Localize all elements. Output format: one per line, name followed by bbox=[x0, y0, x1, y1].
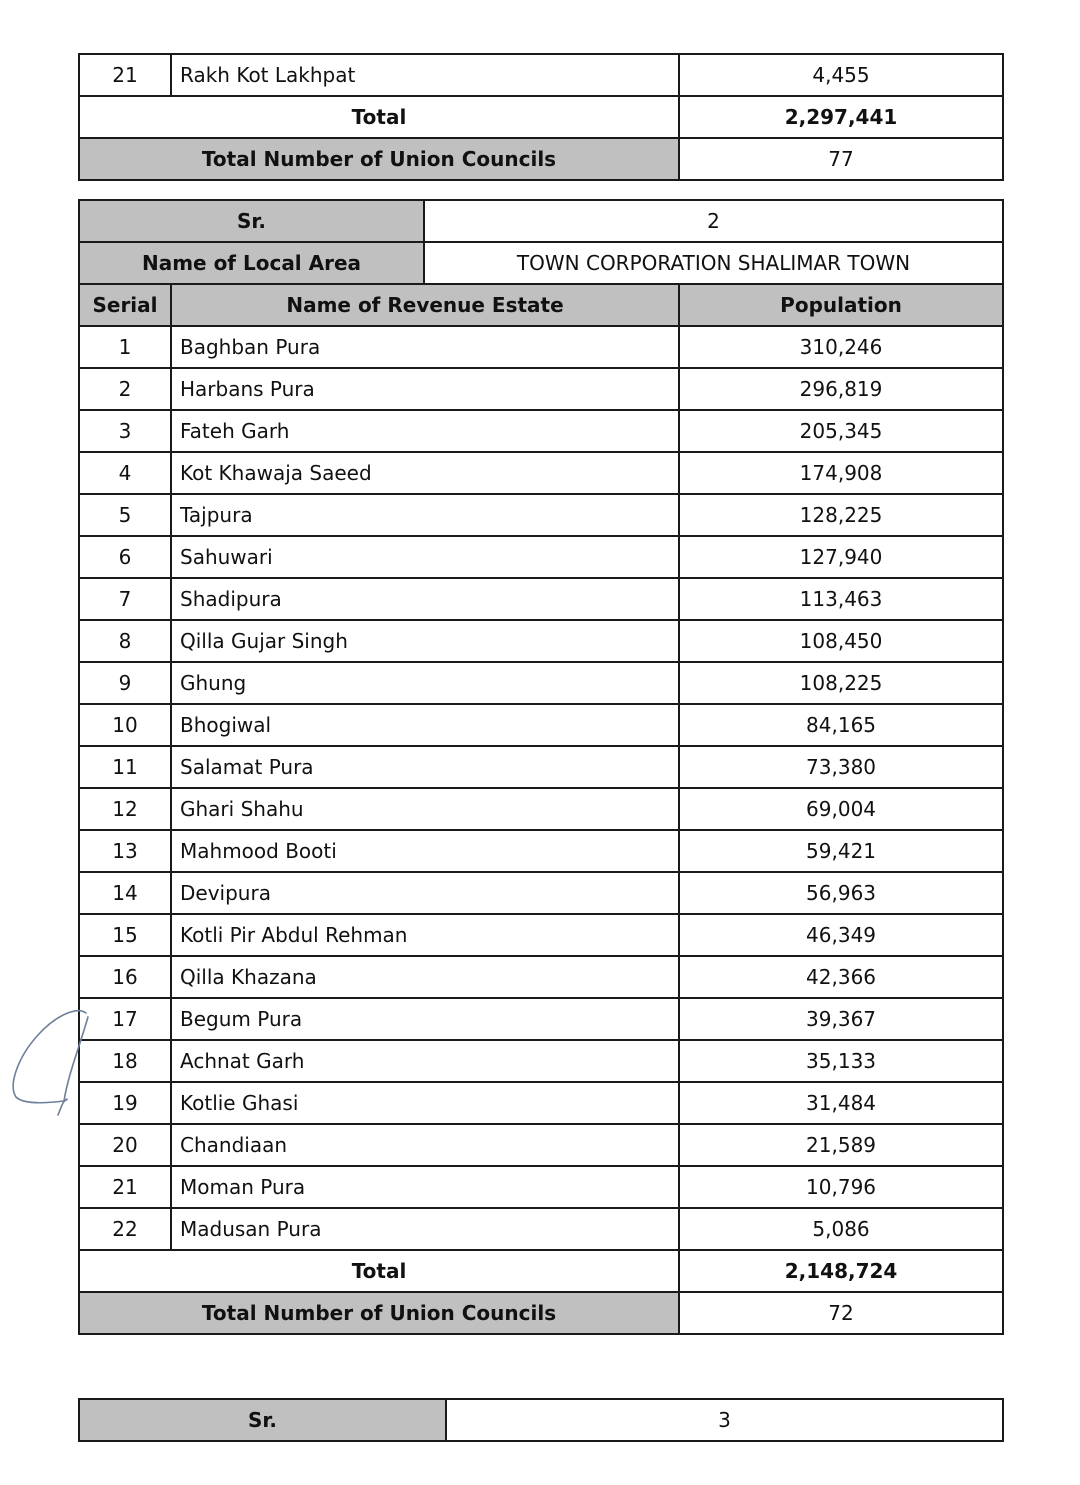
sr-label: Sr. bbox=[79, 200, 424, 242]
serial-cell: 1 bbox=[79, 326, 171, 368]
serial-cell: 21 bbox=[79, 54, 171, 96]
serial-cell: 19 bbox=[79, 1082, 171, 1124]
table-row bbox=[79, 452, 1003, 494]
table-row bbox=[79, 872, 1003, 914]
serial-cell: 7 bbox=[79, 578, 171, 620]
union-councils-value: 77 bbox=[679, 138, 1003, 180]
serial-cell: 13 bbox=[79, 830, 171, 872]
estate-name-cell: Salamat Pura bbox=[171, 746, 679, 788]
table-row bbox=[79, 536, 1003, 578]
table-row bbox=[79, 410, 1003, 452]
union-councils-row bbox=[79, 1292, 1003, 1334]
population-cell: 56,963 bbox=[679, 872, 1003, 914]
estate-name-cell: Kot Khawaja Saeed bbox=[171, 452, 679, 494]
table-row bbox=[79, 1166, 1003, 1208]
population-cell: 46,349 bbox=[679, 914, 1003, 956]
local-area-label: Name of Local Area bbox=[79, 242, 424, 284]
local-area-row bbox=[79, 242, 1003, 284]
serial-cell: 18 bbox=[79, 1040, 171, 1082]
sr-value: 3 bbox=[446, 1399, 1003, 1441]
estate-name-cell: Harbans Pura bbox=[171, 368, 679, 410]
table-row bbox=[79, 1040, 1003, 1082]
estate-name-cell: Kotlie Ghasi bbox=[171, 1082, 679, 1124]
population-cell: 4,455 bbox=[679, 54, 1003, 96]
population-cell: 42,366 bbox=[679, 956, 1003, 998]
estate-name-cell: Sahuwari bbox=[171, 536, 679, 578]
serial-cell: 8 bbox=[79, 620, 171, 662]
total-label: Total bbox=[79, 96, 679, 138]
header-row bbox=[79, 284, 1003, 326]
table-row bbox=[79, 830, 1003, 872]
population-cell: 21,589 bbox=[679, 1124, 1003, 1166]
population-cell: 69,004 bbox=[679, 788, 1003, 830]
estate-name-cell: Rakh Kot Lakhpat bbox=[171, 54, 679, 96]
serial-cell: 6 bbox=[79, 536, 171, 578]
table-row bbox=[79, 494, 1003, 536]
table-row bbox=[79, 746, 1003, 788]
total-row bbox=[79, 96, 1003, 138]
estate-name-cell: Ghari Shahu bbox=[171, 788, 679, 830]
total-value: 2,148,724 bbox=[679, 1250, 1003, 1292]
header-population: Population bbox=[679, 284, 1003, 326]
sr-row bbox=[79, 1399, 1003, 1441]
estate-name-cell: Ghung bbox=[171, 662, 679, 704]
serial-cell: 4 bbox=[79, 452, 171, 494]
population-cell: 310,246 bbox=[679, 326, 1003, 368]
serial-cell: 11 bbox=[79, 746, 171, 788]
serial-cell: 15 bbox=[79, 914, 171, 956]
serial-cell: 2 bbox=[79, 368, 171, 410]
table-row bbox=[79, 620, 1003, 662]
estate-name-cell: Begum Pura bbox=[171, 998, 679, 1040]
estate-name-cell: Kotli Pir Abdul Rehman bbox=[171, 914, 679, 956]
serial-cell: 9 bbox=[79, 662, 171, 704]
total-value: 2,297,441 bbox=[679, 96, 1003, 138]
population-cell: 39,367 bbox=[679, 998, 1003, 1040]
serial-cell: 17 bbox=[79, 998, 171, 1040]
sr-value: 2 bbox=[424, 200, 1003, 242]
previous-area-table-tail bbox=[78, 53, 1004, 181]
estate-name-cell: Achnat Garh bbox=[171, 1040, 679, 1082]
sr-row bbox=[79, 200, 1003, 242]
serial-cell: 21 bbox=[79, 1166, 171, 1208]
total-label: Total bbox=[79, 1250, 679, 1292]
handwritten-signature-mark bbox=[8, 1005, 98, 1120]
serial-cell: 10 bbox=[79, 704, 171, 746]
table-row bbox=[79, 998, 1003, 1040]
estate-name-cell: Baghban Pura bbox=[171, 326, 679, 368]
population-cell: 108,450 bbox=[679, 620, 1003, 662]
estate-name-cell: Shadipura bbox=[171, 578, 679, 620]
table-row bbox=[79, 368, 1003, 410]
estate-name-cell: Devipura bbox=[171, 872, 679, 914]
population-cell: 5,086 bbox=[679, 1208, 1003, 1250]
estate-name-cell: Qilla Khazana bbox=[171, 956, 679, 998]
next-area-table-head bbox=[78, 1398, 1004, 1442]
serial-cell: 20 bbox=[79, 1124, 171, 1166]
serial-cell: 5 bbox=[79, 494, 171, 536]
local-area-value: TOWN CORPORATION SHALIMAR TOWN bbox=[424, 242, 1003, 284]
serial-cell: 14 bbox=[79, 872, 171, 914]
population-cell: 10,796 bbox=[679, 1166, 1003, 1208]
sr-label: Sr. bbox=[79, 1399, 446, 1441]
population-cell: 35,133 bbox=[679, 1040, 1003, 1082]
table-row bbox=[79, 1082, 1003, 1124]
shalimar-town-table bbox=[78, 199, 1004, 1335]
serial-cell: 3 bbox=[79, 410, 171, 452]
union-councils-row bbox=[79, 138, 1003, 180]
table-row bbox=[79, 326, 1003, 368]
table-row bbox=[79, 704, 1003, 746]
serial-cell: 22 bbox=[79, 1208, 171, 1250]
header-estate-name: Name of Revenue Estate bbox=[171, 284, 679, 326]
serial-cell: 16 bbox=[79, 956, 171, 998]
header-serial: Serial bbox=[79, 284, 171, 326]
serial-cell: 12 bbox=[79, 788, 171, 830]
union-councils-label: Total Number of Union Councils bbox=[79, 138, 679, 180]
population-cell: 59,421 bbox=[679, 830, 1003, 872]
population-cell: 31,484 bbox=[679, 1082, 1003, 1124]
total-row bbox=[79, 1250, 1003, 1292]
table-row bbox=[79, 788, 1003, 830]
estate-name-cell: Qilla Gujar Singh bbox=[171, 620, 679, 662]
union-councils-label: Total Number of Union Councils bbox=[79, 1292, 679, 1334]
table-row bbox=[79, 54, 1003, 96]
estate-name-cell: Tajpura bbox=[171, 494, 679, 536]
estate-name-cell: Mahmood Booti bbox=[171, 830, 679, 872]
table-row bbox=[79, 662, 1003, 704]
estate-name-cell: Moman Pura bbox=[171, 1166, 679, 1208]
population-cell: 205,345 bbox=[679, 410, 1003, 452]
table-row bbox=[79, 1208, 1003, 1250]
population-cell: 113,463 bbox=[679, 578, 1003, 620]
population-cell: 127,940 bbox=[679, 536, 1003, 578]
union-councils-value: 72 bbox=[679, 1292, 1003, 1334]
population-cell: 174,908 bbox=[679, 452, 1003, 494]
table-row bbox=[79, 956, 1003, 998]
estate-name-cell: Madusan Pura bbox=[171, 1208, 679, 1250]
estate-name-cell: Fateh Garh bbox=[171, 410, 679, 452]
table-row bbox=[79, 1124, 1003, 1166]
population-cell: 296,819 bbox=[679, 368, 1003, 410]
population-cell: 84,165 bbox=[679, 704, 1003, 746]
table-row bbox=[79, 578, 1003, 620]
population-cell: 108,225 bbox=[679, 662, 1003, 704]
table-row bbox=[79, 914, 1003, 956]
estate-name-cell: Bhogiwal bbox=[171, 704, 679, 746]
population-cell: 128,225 bbox=[679, 494, 1003, 536]
estate-name-cell: Chandiaan bbox=[171, 1124, 679, 1166]
population-cell: 73,380 bbox=[679, 746, 1003, 788]
